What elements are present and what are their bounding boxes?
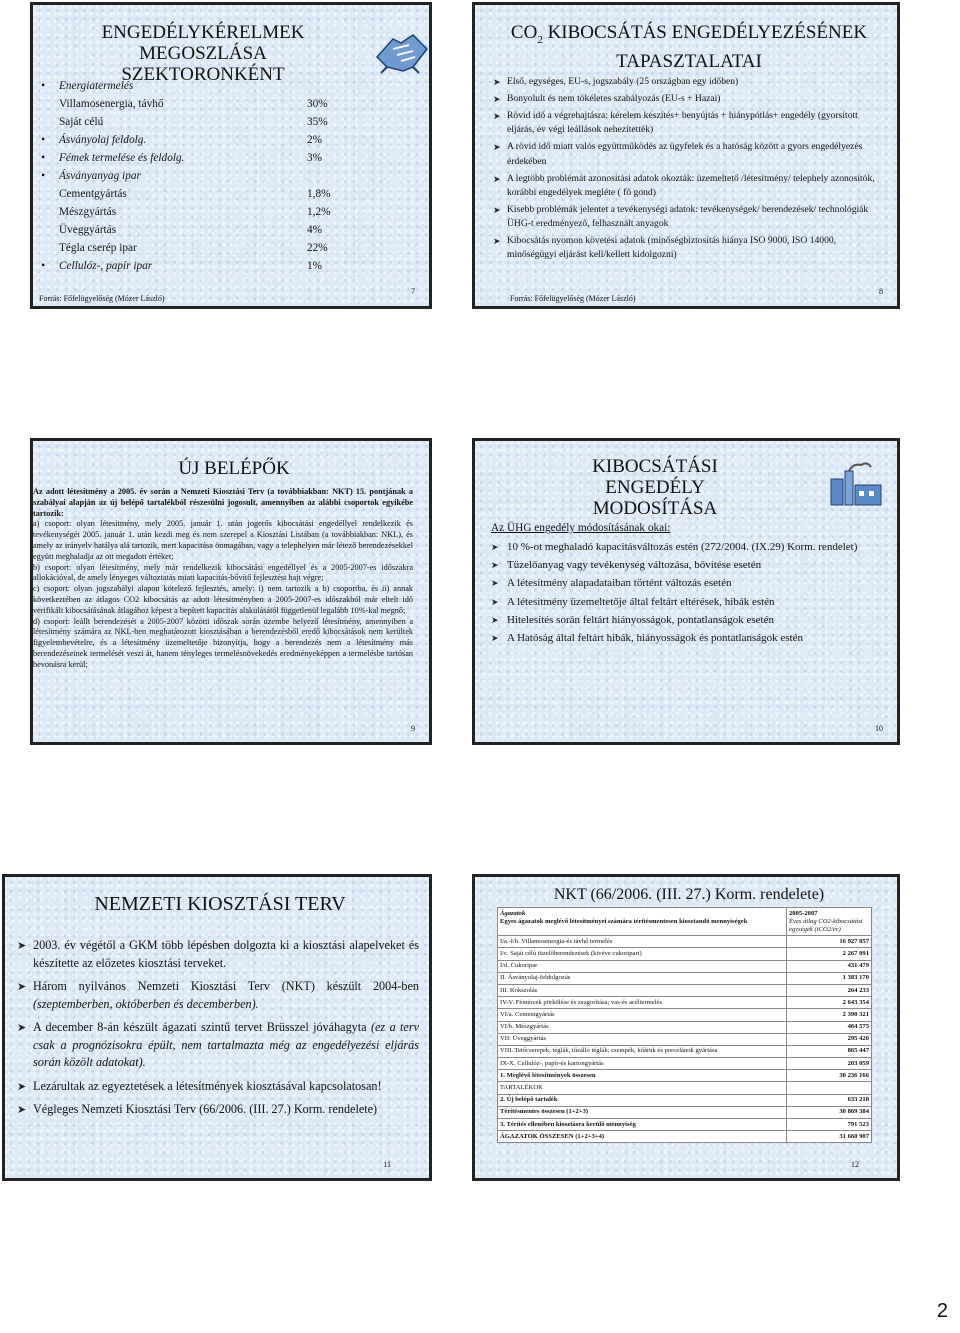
table-row xyxy=(498,936,872,948)
value-cell: 2 267 091 xyxy=(787,948,872,960)
value-cell: 30 236 166 xyxy=(787,1070,872,1082)
list-item xyxy=(59,203,359,221)
list-item xyxy=(493,109,885,138)
item-percent: 2% xyxy=(307,134,323,146)
item-note: (ez a terv csak a prognózisokra épült, nem tartalmazta még az engedélyezési eljárás során közölt adatokat). xyxy=(33,1020,419,1069)
sector-cell: VI/a. Cementgyártás xyxy=(498,1009,787,1021)
arrow-bullet-icon: ➤ xyxy=(17,981,27,993)
item-percent: 22% xyxy=(307,242,328,254)
group-c-paragraph: c) csoport: olyan jogszabályi alapon kötelező fejlesztés, amely: i) nem tartozik a b) csoportba, és ii) annak következtében az átlagos CO2 kibocsátás az adott létesítményben a 2005-2007-es időszakból már eltelt idő verifikált kibocsátásának átlagához képest a bepített kapacitás alakulásától függetlenül legalább 10%-kal megnő; xyxy=(33,584,413,615)
sector-cell: I/c. Saját célú tüzelőberendezések (kivéve cukoripari) xyxy=(498,948,787,960)
bullet: • xyxy=(41,260,45,272)
list-item xyxy=(17,1078,419,1096)
arrow-bullet-icon: ➤ xyxy=(17,940,27,952)
table-row xyxy=(498,1045,872,1057)
item-percent: 1% xyxy=(307,260,323,272)
value-cell: 633 218 xyxy=(787,1094,872,1106)
sector-cell: ÁGAZATOK ÖSSZESEN (1+2+3+4) xyxy=(498,1131,787,1143)
sector-cell: II. Ásványolaj-feldolgozás xyxy=(498,972,787,984)
arrow-bullet-icon: ➤ xyxy=(491,633,499,644)
table-row xyxy=(498,1131,872,1143)
value-cell: 295 420 xyxy=(787,1033,872,1045)
list-item xyxy=(17,1101,419,1119)
item-label: Energiatermelés xyxy=(59,80,134,92)
value-cell: 203 059 xyxy=(787,1058,872,1070)
slide-number: 7 xyxy=(411,287,415,296)
item-percent: 30% xyxy=(307,98,328,110)
allocation-table xyxy=(497,907,872,1143)
list-item xyxy=(491,575,889,592)
table-row xyxy=(498,997,872,1009)
value-cell: 2 643 354 xyxy=(787,997,872,1009)
header-period: 2005-2007 xyxy=(789,909,818,917)
bullet: • xyxy=(41,134,45,146)
value-cell: 431 479 xyxy=(787,960,872,972)
group-b-paragraph: b) csoport: olyan létesítmény, mely már rendelkezik kibocsátási engedéllyel és a 2005-2007-es időszakra allokációval, de amely lényeges változtatás miatt kapacitás-bővítő fejlesztést hajt végre; xyxy=(33,562,413,583)
item-text: 10 %-ot meghaladó kapacitásváltozás estén (272/2004. (IX.29) Korm. rendelet) xyxy=(507,541,858,553)
bullet: • xyxy=(41,152,45,164)
bullet: • xyxy=(41,170,45,182)
list-item xyxy=(41,131,359,149)
item-text: Hitelesítés során feltárt hiányosságok, pontatlanságok esetén xyxy=(507,613,774,626)
table-row xyxy=(498,948,872,960)
list-item xyxy=(59,221,359,239)
arrow-bullet-icon: ➤ xyxy=(17,1022,27,1034)
list-item xyxy=(493,75,885,89)
sector-cell: I/d. Cukoripar xyxy=(498,960,787,972)
item-label: Saját célú xyxy=(59,116,104,128)
slide-12 xyxy=(472,874,900,1181)
item-label: Mészgyártás xyxy=(59,206,117,218)
arrow-bullet-icon: ➤ xyxy=(493,77,501,87)
title-subscript: 2 xyxy=(537,33,543,46)
arrow-bullet-icon: ➤ xyxy=(491,542,499,552)
sector-cell: VI/b. Mészgyártás xyxy=(498,1021,787,1033)
sector-cell: Térítésmentes összesen (1+2+3) xyxy=(498,1106,787,1118)
value-cell: 264 233 xyxy=(787,984,872,996)
arrow-bullet-icon: ➤ xyxy=(493,110,501,121)
table-row xyxy=(498,1009,872,1021)
list-item xyxy=(17,937,419,972)
arrow-bullet-icon: ➤ xyxy=(491,578,499,589)
item-text: A Hatóság által feltárt hibák, hiányosságok és pontatlanságok estén xyxy=(507,632,804,645)
slide-10 xyxy=(472,438,900,745)
sector-cell: VIII. Tetőcserepek, téglák, tűzálló téglák; csempék, kőáruk és porcelánok gyártása xyxy=(498,1045,787,1057)
new-entrants-text xyxy=(33,487,413,671)
list-item xyxy=(493,234,885,263)
list-item xyxy=(59,185,359,203)
source-note: Forrás: Főfelügyelőség (Mózer László) xyxy=(39,294,165,303)
list-item xyxy=(41,77,359,95)
value-cell: 464 575 xyxy=(787,1021,872,1033)
slide-title: KIBOCSÁTÁSI ENGEDÉLY MODOSÍTÁSA xyxy=(592,456,718,519)
value-cell xyxy=(787,1082,872,1094)
value-cell: 865 447 xyxy=(787,1045,872,1057)
value-cell: 2 390 321 xyxy=(787,1009,872,1021)
header-unit: Éves átlag CO2-kibocsátási egységek (tCO2/év) xyxy=(789,917,863,933)
item-label: Cementgyártás xyxy=(59,188,127,200)
item-text: Első, egységes, EU-s, jogszabály (25 országban egy időben) xyxy=(507,76,739,87)
slide-title xyxy=(495,22,883,72)
item-text: Kisebb problémák jelentet a tevékenységi adatok: tevékenységek/ berendezések/ technológiák ÜHG-t eredményező, felhasznált anyagok xyxy=(507,203,869,230)
table-row xyxy=(498,1094,872,1106)
intro-paragraph: Az adott létesítmény a 2005. év során a Nemzeti Kiosztási Terv (a továbbiakban: NKT) 15. pontjának a szabályai alapján az új belépő tartalékból részesülni jogosult, amennyiben az alábbi csoportok egyikébe tartozik: xyxy=(33,487,413,518)
nkt-history-list xyxy=(17,937,419,1119)
arrow-bullet-icon: ➤ xyxy=(493,173,501,184)
sector-cell: IX-X. Cellulóz-, papír-és kartongyártás xyxy=(498,1058,787,1070)
table-row xyxy=(498,1119,872,1131)
handshake-icon xyxy=(373,27,431,77)
item-text: Rövid idő a végrehajtásra: kérelem készítés+ benyújtás + hiánypótlás+ engedély (gyorsított eljárás, év végi leállások nehezítették) xyxy=(507,109,858,136)
item-text: Tüzelőanyag vagy tevékenység változása, bővítése esetén xyxy=(507,559,762,572)
item-text: A létesítmény üzemeltetője által feltárt eltérések, hibák estén xyxy=(507,595,775,608)
sector-cell: IV-V. Fémércek pörkölése és zsugorítása; vas-és acéltermelés xyxy=(498,997,787,1009)
list-item xyxy=(59,95,359,113)
title-rest: KIBOCSÁTÁS ENGEDÉLYEZÉSÉNEK TAPASZTALATAI xyxy=(542,22,868,72)
list-item xyxy=(491,594,889,611)
table-row xyxy=(498,1033,872,1045)
item-text: Három nyilvános Nemzeti Kiosztási Terv (NKT) készült 2004-ben xyxy=(33,979,419,993)
table-row xyxy=(498,1070,872,1082)
table-body xyxy=(498,936,872,1143)
arrow-bullet-icon: ➤ xyxy=(493,204,501,215)
source-note: Forrás: Főfelügyelőség (Mózer László) xyxy=(510,294,636,303)
item-text: A létesítmény alapadataiban történt változás esetén xyxy=(507,577,732,590)
slide-9 xyxy=(30,438,432,745)
list-item xyxy=(491,612,889,629)
item-percent: 1,2% xyxy=(307,206,331,218)
modification-list xyxy=(491,539,889,647)
item-text: Végleges Nemzeti Kiosztási Terv (66/2006. (III. 27.) Korm. rendelete) xyxy=(33,1102,378,1116)
experience-list xyxy=(493,75,885,263)
value-cell: 31 660 907 xyxy=(787,1131,872,1143)
item-percent: 1,8% xyxy=(307,188,331,200)
item-label: Ásványanyag ipar xyxy=(59,170,141,182)
item-text: Kibocsátás nyomon követési adatok (minőségbiztosítás hiánya ISO 9000, ISO 14000, minőségügyi eljárást kell/kellett kidolgozni) xyxy=(507,235,837,261)
item-label: Fémek termelése és feldolg. xyxy=(59,152,185,164)
slide-title: NKT (66/2006. (III. 27.) Korm. rendelete) xyxy=(553,886,825,903)
item-label: Üveggyártás xyxy=(59,224,117,236)
slide-number: 11 xyxy=(383,1160,391,1169)
sector-cell: VII: Üveggyártás xyxy=(498,1033,787,1045)
table-header-row xyxy=(498,908,872,936)
item-label: Ásványolaj feldolg. xyxy=(59,134,147,146)
table-row xyxy=(498,1106,872,1118)
slide-number: 8 xyxy=(879,287,883,296)
section-heading: Az ÜHG engedély módosításának okai: xyxy=(491,522,671,534)
item-text: A legtöbb problémát azonosítási adatok okozták: üzemeltető /létesítmény/ telephely azonosítók, korábbi engedélyek megléte ( fő gond) xyxy=(507,172,875,198)
list-item xyxy=(493,92,885,106)
list-item xyxy=(493,140,885,169)
title-co: CO xyxy=(510,22,538,43)
item-text: Lezárultak az egyeztetések a létesítmények kiosztásával kapcsolatosan! xyxy=(33,1078,382,1093)
table-header-cell xyxy=(787,908,872,936)
slide-number: 12 xyxy=(851,1160,859,1169)
table-row xyxy=(498,972,872,984)
arrow-bullet-icon: ➤ xyxy=(493,93,501,104)
item-note: (szeptemberben, októberben és decemberben). xyxy=(33,996,259,1011)
list-item xyxy=(491,557,889,574)
list-item xyxy=(17,978,419,1013)
list-item xyxy=(59,113,359,131)
arrow-bullet-icon: ➤ xyxy=(491,596,499,607)
sector-cell: TARTALÉKOK xyxy=(498,1082,787,1094)
list-item xyxy=(491,630,889,647)
sector-cell: 1. Meglévő létesítmények összesen xyxy=(498,1070,787,1082)
arrow-bullet-icon: ➤ xyxy=(17,1080,27,1093)
slide-7 xyxy=(30,2,432,309)
list-item xyxy=(41,257,359,275)
header-description: Egyes ágazatok meglévő létesítményei számára térítésmentesen kiosztandó mennyiségek xyxy=(500,917,748,925)
group-a-paragraph: a) csoport: olyan létesítmény, mely 2005. január 1. után jogerős kibocsátási engedéllyel rendelkezik és tevékenységét 2005. január 1. után kezdi meg és nem szerepel a Kiosztási Listában (a továbbiakban: NKL), és amely az irányelv hatálya alá tartozik, mert kapacitása önmagában, vagy a telephelyen már létező berendezésekkel együtt meghaladja az ott megadott értéket; xyxy=(33,519,413,561)
group-d-paragraph: d) csoport: leállt berendezését a 2005-2007 közötti időszak során üzembe helyező létesítmény, amennyiben a létesítmény számára az NKL-ben meghatározott kiosztásában a berendezésből eredő kibocsátások nem kerültek figyelembevételre, és a létesítmény üzemeltetője bizonyítja, hogy a berendezés nem a létesítmény más berendezéseinek termelését veszi át, hanem tényleges termelésnövekedés eredményeképpen a termelésbe tartósan bevonásra kerül; xyxy=(33,616,413,669)
sector-cell: 2. Új belépő tartalék xyxy=(498,1094,787,1106)
value-cell: 791 523 xyxy=(787,1119,872,1131)
table-row xyxy=(498,984,872,996)
list-item xyxy=(491,539,889,556)
arrow-bullet-icon: ➤ xyxy=(493,236,501,247)
item-text: 2003. év végétől a GKM több lépésben dolgozta ki a kiosztási alapelveket és készítette az előzetes kiosztási terveket. xyxy=(33,938,419,970)
page-number: 2 xyxy=(936,1300,948,1322)
item-text: A rövid idő miatt valós együttműködés az ügyfelek és a hatóság között a gyors engedélyezés érdekében xyxy=(507,141,863,167)
table-row xyxy=(498,1058,872,1070)
slide-11 xyxy=(2,874,432,1181)
item-percent: 3% xyxy=(307,152,323,164)
sector-cell: 3. Térítés ellenében kiosztásra kerülő mennyiség xyxy=(498,1119,787,1131)
table-row xyxy=(498,960,872,972)
item-label: Villamosenergia, távhő xyxy=(59,98,164,110)
item-label: Tégla cserép ipar xyxy=(59,242,137,254)
sector-cell: III. Kokszolás xyxy=(498,984,787,996)
item-text: A december 8-án készült ágazati szintű tervet Brüsszel jóváhagyta xyxy=(33,1020,371,1034)
value-cell: 16 927 857 xyxy=(787,936,872,948)
value-cell: 30 869 384 xyxy=(787,1106,872,1118)
table-row xyxy=(498,1082,872,1094)
bullet: • xyxy=(41,80,45,92)
arrow-bullet-icon: ➤ xyxy=(17,1104,27,1116)
list-item xyxy=(59,239,359,257)
value-cell: 1 383 170 xyxy=(787,972,872,984)
item-text: Bonyolult és nem tökéletes szabályozás (EU-s + Hazai) xyxy=(507,92,721,104)
header-sector: Ágazatok xyxy=(500,909,526,917)
factory-icon xyxy=(827,459,889,509)
slide-title: NEMZETI KIOSZTÁSI TERV xyxy=(94,893,346,915)
arrow-bullet-icon: ➤ xyxy=(491,560,499,571)
slide-number: 9 xyxy=(411,724,415,733)
item-percent: 4% xyxy=(307,224,323,236)
list-item xyxy=(493,203,885,232)
slide-title: ÚJ BELÉPŐK xyxy=(178,458,290,479)
slide-title: ENGEDÉLYKÉRELMEK MEGOSZLÁSA SZEKTORONKÉNT xyxy=(101,22,305,85)
list-item xyxy=(493,172,885,201)
arrow-bullet-icon: ➤ xyxy=(491,614,499,625)
slide-8 xyxy=(472,2,900,309)
arrow-bullet-icon: ➤ xyxy=(493,142,501,153)
list-item xyxy=(41,167,359,185)
item-percent: 35% xyxy=(307,116,328,128)
table-row xyxy=(498,1021,872,1033)
item-label: Cellulóz-, papír ipar xyxy=(59,260,153,272)
list-item xyxy=(41,149,359,167)
sector-cell: I/a.-I/b. Villamosenergia-és távhő termelés xyxy=(498,936,787,948)
table-header-cell xyxy=(498,908,787,936)
slide-number: 10 xyxy=(875,724,883,733)
list-item xyxy=(17,1019,419,1072)
